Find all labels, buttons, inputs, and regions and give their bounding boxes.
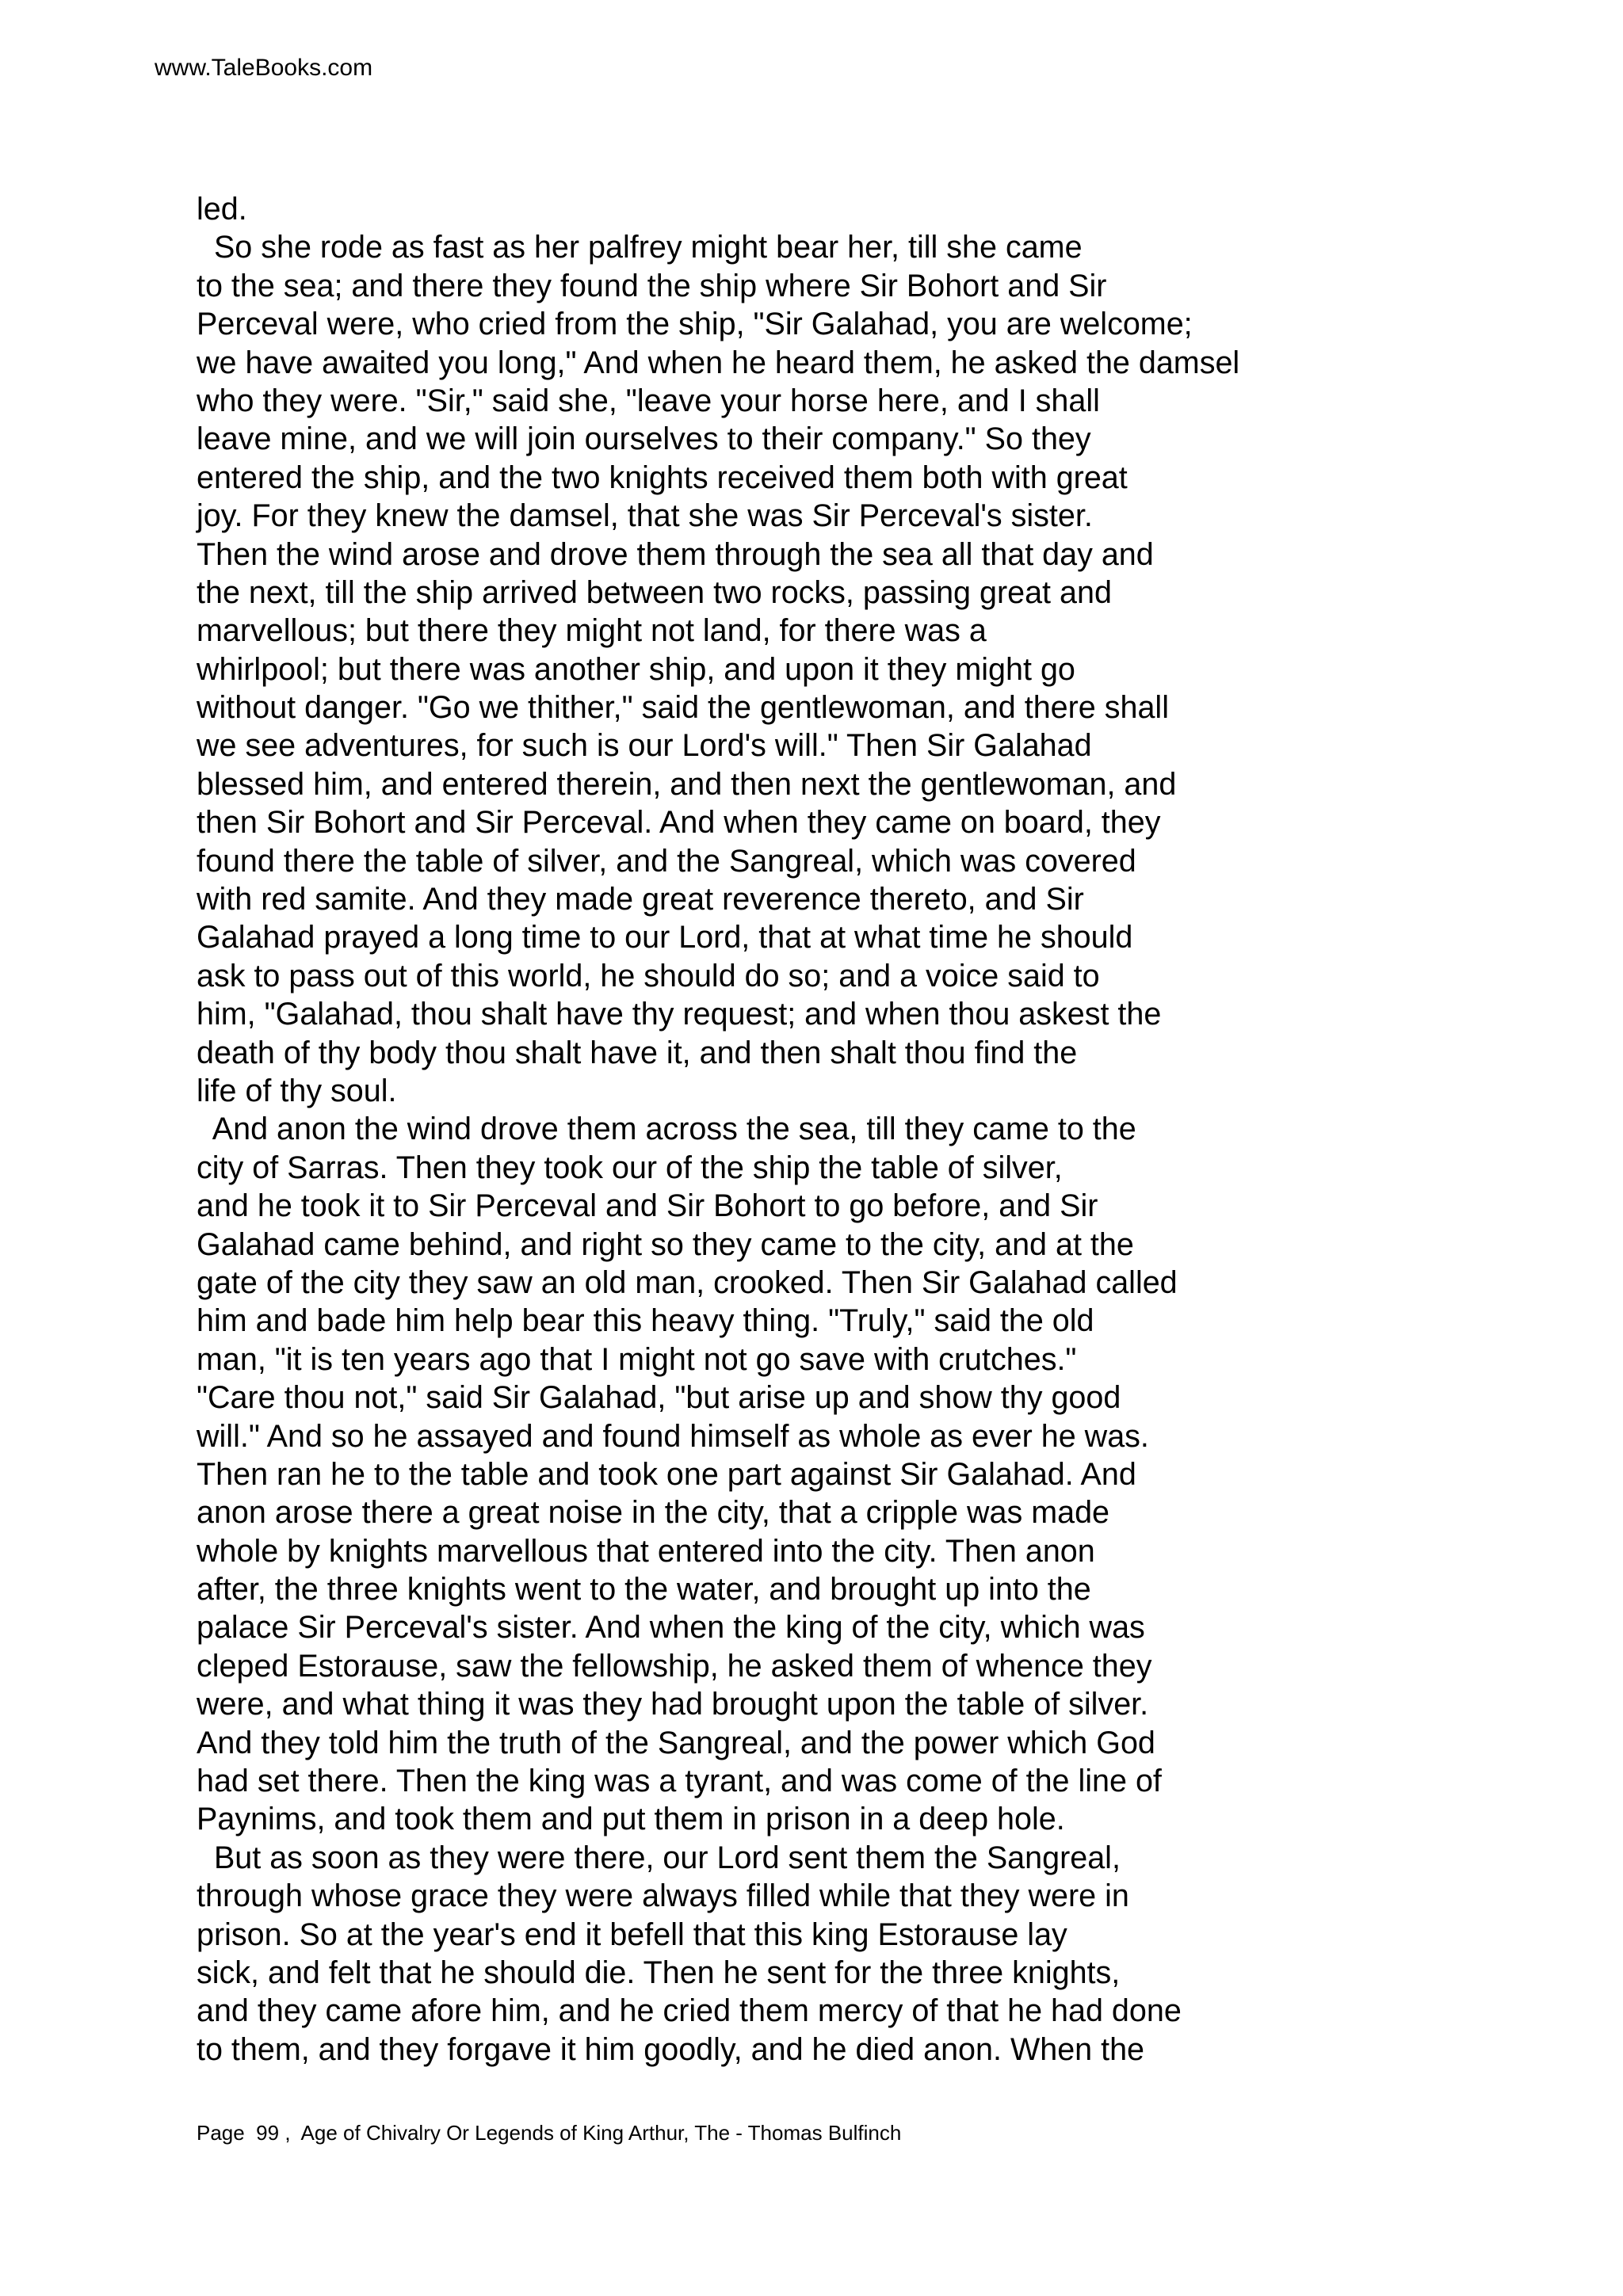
text-line: anon arose there a great noise in the city, that a cripple was made bbox=[197, 1495, 1110, 1531]
text-line: whole by knights marvellous that entered into the city. Then anon bbox=[197, 1533, 1095, 1569]
text-line: who they were. "Sir," said she, "leave your horse here, and I shall bbox=[197, 383, 1100, 418]
text-line: whirlpool; but there was another ship, and upon it they might go bbox=[197, 651, 1075, 687]
text-line: sick, and felt that he should die. Then he sent for the three knights, bbox=[197, 1955, 1121, 1990]
text-line: joy. For they knew the damsel, that she was Sir Perceval's sister. bbox=[197, 498, 1093, 534]
text-line: marvellous; but there they might not land, for there was a bbox=[197, 613, 987, 649]
text-line: And anon the wind drove them across the sea, till they came to the bbox=[197, 1112, 1136, 1147]
text-line: the next, till the ship arrived between two rocks, passing great and bbox=[197, 574, 1112, 610]
text-line: through whose grace they were always filled while that they were in bbox=[197, 1878, 1129, 1914]
text-line: were, and what thing it was they had brought upon the table of silver. bbox=[197, 1687, 1149, 1722]
text-line: leave mine, and we will join ourselves to their company." So they bbox=[197, 421, 1091, 457]
text-line: and he took it to Sir Perceval and Sir Bohort to go before, and Sir bbox=[197, 1188, 1098, 1224]
text-line: then Sir Bohort and Sir Perceval. And when they came on board, they bbox=[197, 805, 1161, 841]
text-line: him and bade him help bear this heavy thing. "Truly," said the old bbox=[197, 1303, 1094, 1339]
text-line: without danger. "Go we thither," said the gentlewoman, and there shall bbox=[197, 690, 1169, 726]
text-line: palace Sir Perceval's sister. And when the king of the city, which was bbox=[197, 1610, 1145, 1646]
text-line: after, the three knights went to the water, and brought up into the bbox=[197, 1572, 1091, 1608]
text-line: death of thy body thou shalt have it, and then shalt thou find the bbox=[197, 1035, 1078, 1070]
text-line: Perceval were, who cried from the ship, "Sir Galahad, you are welcome; bbox=[197, 307, 1193, 342]
text-line: with red samite. And they made great reverence thereto, and Sir bbox=[197, 882, 1084, 917]
text-line: Galahad prayed a long time to our Lord, that at what time he should bbox=[197, 920, 1133, 955]
text-line: Galahad came behind, and right so they came to the city, and at the bbox=[197, 1226, 1134, 1262]
text-line: and they came afore him, and he cried them mercy of that he had done bbox=[197, 1993, 1182, 2029]
text-line: But as soon as they were there, our Lord sent them the Sangreal, bbox=[197, 1840, 1121, 1875]
text-line: ask to pass out of this world, he should do so; and a voice said to bbox=[197, 958, 1100, 994]
text-line: So she rode as fast as her palfrey might bear her, till she came bbox=[197, 230, 1083, 265]
text-line: "Care thou not," said Sir Galahad, "but arise up and show thy good bbox=[197, 1380, 1121, 1416]
site-url-header: www.TaleBooks.com bbox=[155, 55, 373, 81]
text-line: will." And so he assayed and found himself as whole as ever he was. bbox=[197, 1418, 1149, 1454]
text-line: to the sea; and there they found the ship where Sir Bohort and Sir bbox=[197, 268, 1107, 303]
text-line: cleped Estorause, saw the fellowship, he asked them of whence they bbox=[197, 1648, 1152, 1684]
text-line: him, "Galahad, thou shalt have thy request; and when thou askest the bbox=[197, 997, 1162, 1032]
text-line: life of thy soul. bbox=[197, 1073, 397, 1108]
text-line: blessed him, and entered therein, and then next the gentlewoman, and bbox=[197, 766, 1177, 802]
text-line: gate of the city they saw an old man, crooked. Then Sir Galahad called bbox=[197, 1264, 1178, 1300]
text-line: to them, and they forgave it him goodly, and he died anon. When the bbox=[197, 2031, 1145, 2067]
page-footer: Page 99 , Age of Chivalry Or Legends of King Arthur, The - Thomas Bulfinch bbox=[197, 2121, 902, 2145]
text-line: we have awaited you long," And when he heard them, he asked the damsel bbox=[197, 345, 1240, 380]
text-line: entered the ship, and the two knights received them both with great bbox=[197, 460, 1128, 495]
text-line: Then ran he to the table and took one part against Sir Galahad. And bbox=[197, 1456, 1136, 1492]
text-line: we see adventures, for such is our Lord's will." Then Sir Galahad bbox=[197, 728, 1092, 764]
text-line: man, "it is ten years ago that I might not go save with crutches." bbox=[197, 1341, 1077, 1377]
text-line: city of Sarras. Then they took our of the ship the table of silver, bbox=[197, 1150, 1063, 1185]
text-line: And they told him the truth of the Sangreal, and the power which God bbox=[197, 1725, 1155, 1760]
text-line: Then the wind arose and drove them through the sea all that day and bbox=[197, 536, 1154, 572]
page-body-text bbox=[197, 190, 1433, 2069]
text-line: prison. So at the year's end it befell that this king Estorause lay bbox=[197, 1917, 1067, 1952]
text-line: found there the table of silver, and the Sangreal, which was covered bbox=[197, 843, 1136, 879]
text-line: led. bbox=[197, 192, 247, 227]
text-line: had set there. Then the king was a tyrant, and was come of the line of bbox=[197, 1764, 1162, 1799]
text-line: Paynims, and took them and put them in prison in a deep hole. bbox=[197, 1802, 1065, 1837]
